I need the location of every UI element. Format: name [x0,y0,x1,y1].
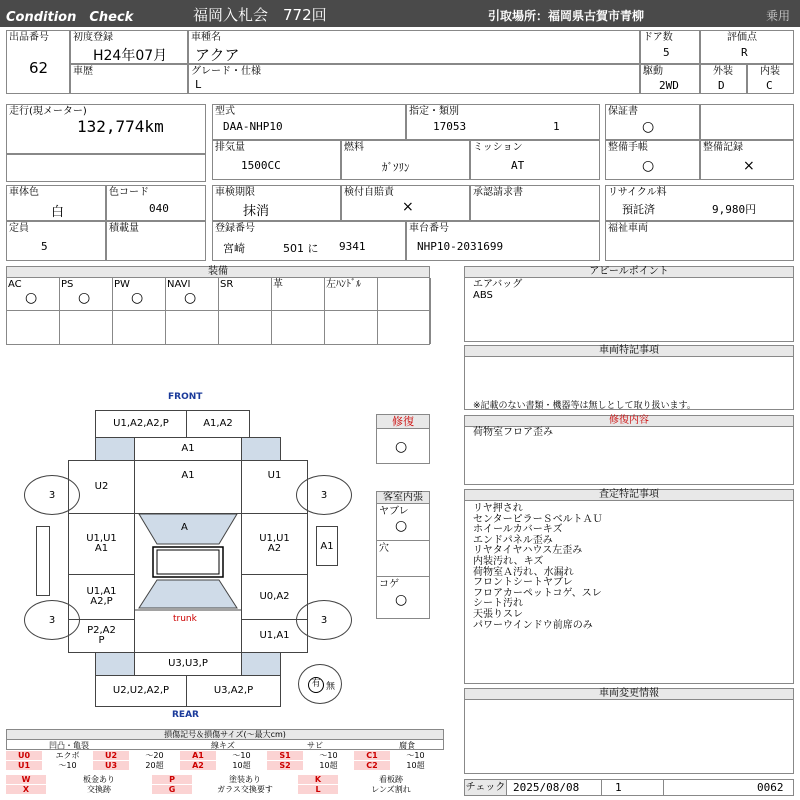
rear-label: REAR [172,710,199,720]
designation: 17053 [433,120,467,133]
equipment-cell-empty [113,311,166,344]
records-label: 整備記録 [703,142,743,153]
legend-code: S1 [267,751,303,760]
designation-label: 指定・類別 [409,106,459,117]
footer-divider-2 [663,780,664,795]
mission-cell [470,140,600,180]
spare-tire[interactable] [298,664,342,704]
check-code: 0062 [757,781,784,794]
repair-box-mark: ○ [395,439,408,455]
equipment-cell [219,278,272,311]
mission-label: ミッション [473,142,523,153]
category-label: 乗用 [766,9,791,23]
tire-rear-left[interactable]: 3 [24,600,80,640]
manual-cell [605,140,700,180]
legend-code: U2 [93,751,129,760]
repair-box [376,414,430,464]
trunk-label: trunk [173,614,197,624]
lot-no-cell [6,30,70,94]
legend-group-scratch: 線キズ [211,741,235,750]
legend-group-corrosion: 腐食 [399,741,415,750]
rear-corner-right[interactable] [241,652,281,676]
legend-code: X [6,785,46,794]
plate-class: 501 に [283,242,319,255]
exterior: D [718,79,725,92]
legend-row-1 [6,751,444,760]
warranty-extra-cell [700,104,794,140]
legend-row-2 [6,761,444,770]
fuel: ｶﾞｿﾘﾝ [382,161,410,174]
displacement-label: 排気量 [215,142,245,153]
cabin-glass-drawing [135,514,241,652]
legend-desc: 看板跡 [379,775,403,784]
special-note: ※記載のない書類・機器等は無しとして取り扱います。 [473,401,696,411]
legend-desc: 10超 [232,761,251,770]
designation-cell [406,104,600,140]
recycle-label: リサイクル料 [608,187,667,198]
fender-front-left[interactable]: U2 [68,460,135,514]
special-panel [464,345,794,410]
appeal-lines: エアバッグ ABS [473,279,523,301]
first-reg: H24年07月 [93,48,168,64]
chassis-label: 車台番号 [409,223,449,234]
door-front-right[interactable]: U1,U1 A2 [241,513,308,575]
legend-desc: 〜10 [406,751,425,760]
side-part-left[interactable] [36,526,50,596]
mileage: 132,774km [77,117,164,136]
capacity: 5 [41,240,48,253]
roof-label: A [181,522,188,533]
legend-desc: 〜20 [145,751,164,760]
condition-check-title: Condition Check [6,10,134,25]
check-label: チェック [465,782,506,793]
legend-code: U0 [6,751,42,760]
equipment-cell [7,278,60,311]
check-num: 1 [615,781,622,794]
auction-title: 福岡入札会 772回 [193,6,327,24]
equipment-cell [325,278,378,311]
color: 白 [51,205,65,220]
lot-no-label: 出品番号 [9,32,49,43]
pickup-location: 引取場所：福岡県古賀市青柳 [488,9,645,23]
records-cell [700,140,794,180]
legend-desc: 20超 [145,761,164,770]
load-cell [106,221,206,261]
door-rear-right[interactable]: U0,A2 [241,574,308,620]
rating-label: 評価点 [727,32,757,43]
assessment-lines: リヤ押され センターピラーＳベルトＡＵ ホイールカバーキズ エンドパネル歪み リヤタイヤハウス左歪み 内装汚れ、キズ 荷物室Ａ汚れ、水漏れ フロントシートヤブレ フロアカーペットコゲ、スレ シート汚れ 天張りスレ パワーウインドウ前席のみ [473,503,603,631]
cabin-burn: ○ [395,592,408,608]
category-no: 1 [553,120,560,133]
equipment-grid [7,278,429,344]
equipment-cell-empty [219,311,272,344]
equipment-label: PW [114,279,130,290]
history-label: 車歴 [73,66,93,77]
cabin-box [376,491,430,619]
legend-code: G [152,785,192,794]
assessment-title: 査定特記事項 [465,490,793,501]
capacity-cell [6,221,106,261]
legend-desc: 10超 [406,761,425,770]
cabin-divider-2 [377,576,429,577]
plate-no: 9341 [339,240,366,253]
cabin-tear-label: ヤブレ [379,506,409,517]
front-corner-right[interactable] [241,437,281,461]
legend-code: K [298,775,338,784]
appeal-panel [464,266,794,342]
load-label: 積載量 [109,223,139,234]
doors: 5 [663,46,670,59]
legend-code: W [6,775,46,784]
color-cell [6,185,106,221]
assessment-panel [464,489,794,684]
footer-check-row [464,779,794,796]
drive: 2WD [659,79,679,92]
legend-code: C1 [354,751,390,760]
rear-bumper-right[interactable]: U3,A2,P [186,675,281,707]
records: × [743,158,755,174]
equipment-value: ○ [25,290,38,306]
legend-code: L [298,785,338,794]
tire-front-right[interactable]: 3 [296,475,352,515]
equipment-value: ○ [78,290,91,306]
plate-area: 宮崎 [223,242,245,255]
special-title: 車両特記事項 [465,346,793,357]
spare-yes[interactable]: 有 [308,677,324,693]
legend-desc: 〜10 [319,751,338,760]
cabin-hole-label: 穴 [379,543,389,554]
side-part-right[interactable]: A1 [316,526,338,566]
rear-gate[interactable]: U3,U3,P [134,652,242,676]
car-name: アクア [195,46,240,64]
color-code: 040 [149,202,169,215]
color-code-label: 色コード [109,187,149,198]
welfare-cell [605,221,794,261]
door-front-left[interactable]: U1,U1 A1 [68,513,135,575]
warranty-label: 保証書 [608,106,638,117]
recycle-fee: 9,980円 [712,203,757,216]
rating: R [741,46,748,59]
recycle-status: 預託済 [622,203,655,216]
legend-group-rust: サビ [307,741,323,750]
change-info-title: 車両変更情報 [465,689,793,700]
header-bar [0,0,800,27]
equipment-label: AC [8,279,22,290]
tire-front-left[interactable]: 3 [24,475,80,515]
legend-code: S2 [267,761,303,770]
legend-code: U3 [93,761,129,770]
model-label: 型式 [215,106,235,117]
welfare-label: 福祉車両 [608,223,648,234]
rear-bumper-left[interactable]: U2,U2,A2,P [95,675,187,707]
appeal-title: アピールポイント [465,267,793,278]
cabin-divider-1 [377,540,429,541]
first-reg-label: 初度登録 [73,32,113,43]
manual: ○ [642,158,655,174]
rating-cell [700,30,794,64]
legend-desc: 〜10 [58,761,77,770]
front-label: FRONT [168,392,203,402]
displacement-cell [212,140,341,180]
inspection: 抹消 [243,204,270,219]
cabin-burn-label: コゲ [379,579,399,590]
drive-label: 駆動 [643,66,663,77]
mileage-cell [6,104,206,154]
grade-cell [188,64,640,94]
mileage-extra-cell [6,154,206,182]
exterior-cell [700,64,747,94]
legend-desc: エクボ [55,751,80,760]
displacement: 1500CC [241,159,281,172]
model-cell [212,104,406,140]
exterior-label: 外装 [713,66,733,77]
fuel-cell [341,140,470,180]
drive-cell [640,64,700,94]
legend-row-4 [6,785,444,794]
inspection-label: 車検期限 [215,187,255,198]
first-reg-cell [70,30,188,64]
cabin-tear: ○ [395,518,408,534]
equipment-title: 装備 [7,267,429,278]
hood-front[interactable]: A1 [134,437,242,461]
color-code-cell [106,185,206,221]
legend-desc: 塗装あり [229,775,261,784]
legend-code: A1 [180,751,216,760]
legend-desc: ガラス交換要す [217,785,273,794]
mission: AT [511,159,525,172]
mileage-label: 走行(現メーター) [9,106,87,117]
legend-code: C2 [354,761,390,770]
tire-rear-right[interactable]: 3 [296,600,352,640]
cabin-title: 客室内張 [377,492,429,504]
equipment-label: NAVI [167,279,191,290]
repair-box-title: 修復 [377,415,429,429]
interior-label: 内装 [760,66,780,77]
warranty-cell [605,104,700,140]
quarter-rear-right[interactable]: U1,A1 [241,619,308,653]
equipment-value: ○ [184,290,197,306]
approval-cell [470,185,600,221]
inspection-cell [212,185,341,221]
legend-row-3 [6,775,444,784]
hood[interactable]: A1 [134,460,242,514]
legend-title: 損傷記号＆損傷サイズ(〜最大cm) [6,729,444,740]
history-cell [70,64,188,94]
equipment-cell-empty [166,311,219,344]
repair-detail-lines: 荷物室フロア歪み [473,427,553,438]
equipment-cell [166,278,219,311]
doors-label: ドア数 [643,32,673,43]
equipment-cell-empty [325,311,378,344]
equipment-cell [378,278,431,311]
repair-detail-panel [464,415,794,485]
doors-cell [640,30,700,64]
capacity-label: 定員 [9,223,29,234]
repair-detail-title: 修復内容 [465,416,793,427]
warranty: ○ [642,119,655,135]
legend-code: U1 [6,761,42,770]
equipment-panel [6,266,430,345]
spare-no[interactable]: 無 [326,682,336,692]
equipment-label: 革 [273,279,283,290]
quarter-rear-left[interactable]: P2,A2 P [68,619,135,653]
legend-code: P [152,775,192,784]
interior: C [766,79,773,92]
legend-desc: 交換跡 [87,785,111,794]
equipment-value: ○ [131,290,144,306]
chassis: NHP10-2031699 [417,240,504,253]
grade-label: グレード・仕様 [191,66,261,77]
plate-label: 登録番号 [215,223,255,234]
legend-code: A2 [180,761,216,770]
front-corner-left[interactable] [95,437,135,461]
front-bumper-left[interactable]: U1,A2,A2,P [95,410,187,438]
insurance-cell [341,185,470,221]
equipment-cell [272,278,325,311]
legend-desc: レンズ割れ [371,785,411,794]
equipment-cell-empty [272,311,325,344]
equipment-label: 左ﾊﾝﾄﾞﾙ [326,279,361,290]
door-rear-left[interactable]: U1,A1 A2,P [68,574,135,620]
equipment-label: PS [61,279,74,290]
change-info-panel [464,688,794,774]
insurance: × [402,199,414,215]
equipment-cell [60,278,113,311]
model: DAA-NHP10 [223,120,283,133]
cabin-area[interactable] [134,513,242,653]
lot-no: 62 [29,59,49,77]
plate-cell [212,221,406,261]
chassis-cell [406,221,600,261]
color-label: 車体色 [9,187,39,198]
interior-cell [747,64,794,94]
legend-desc: 〜10 [232,751,251,760]
recycle-cell [605,185,794,221]
fuel-label: 燃料 [344,142,364,153]
fender-front-right[interactable]: U1 [241,460,308,514]
grade: L [195,78,202,91]
equipment-cell-empty [7,311,60,344]
insurance-label: 検付自賠責 [344,187,394,198]
rear-corner-left[interactable] [95,652,135,676]
equipment-cell-empty [60,311,113,344]
equipment-cell-empty [378,311,431,344]
legend-groups [6,740,444,750]
front-bumper-right[interactable]: A1,A2 [186,410,250,438]
legend-desc: 板金あり [83,775,115,784]
car-name-cell [188,30,640,64]
approval-label: 承認請求書 [473,187,523,198]
footer-divider-1 [601,780,602,795]
car-diagram [0,380,460,725]
car-name-label: 車種名 [191,32,221,43]
equipment-cell [113,278,166,311]
legend-group-dent: 凹凸・亀裂 [49,741,89,750]
manual-label: 整備手帳 [608,142,648,153]
check-date: 2025/08/08 [513,781,580,794]
legend-desc: 10超 [319,761,338,770]
equipment-label: SR [220,279,234,290]
